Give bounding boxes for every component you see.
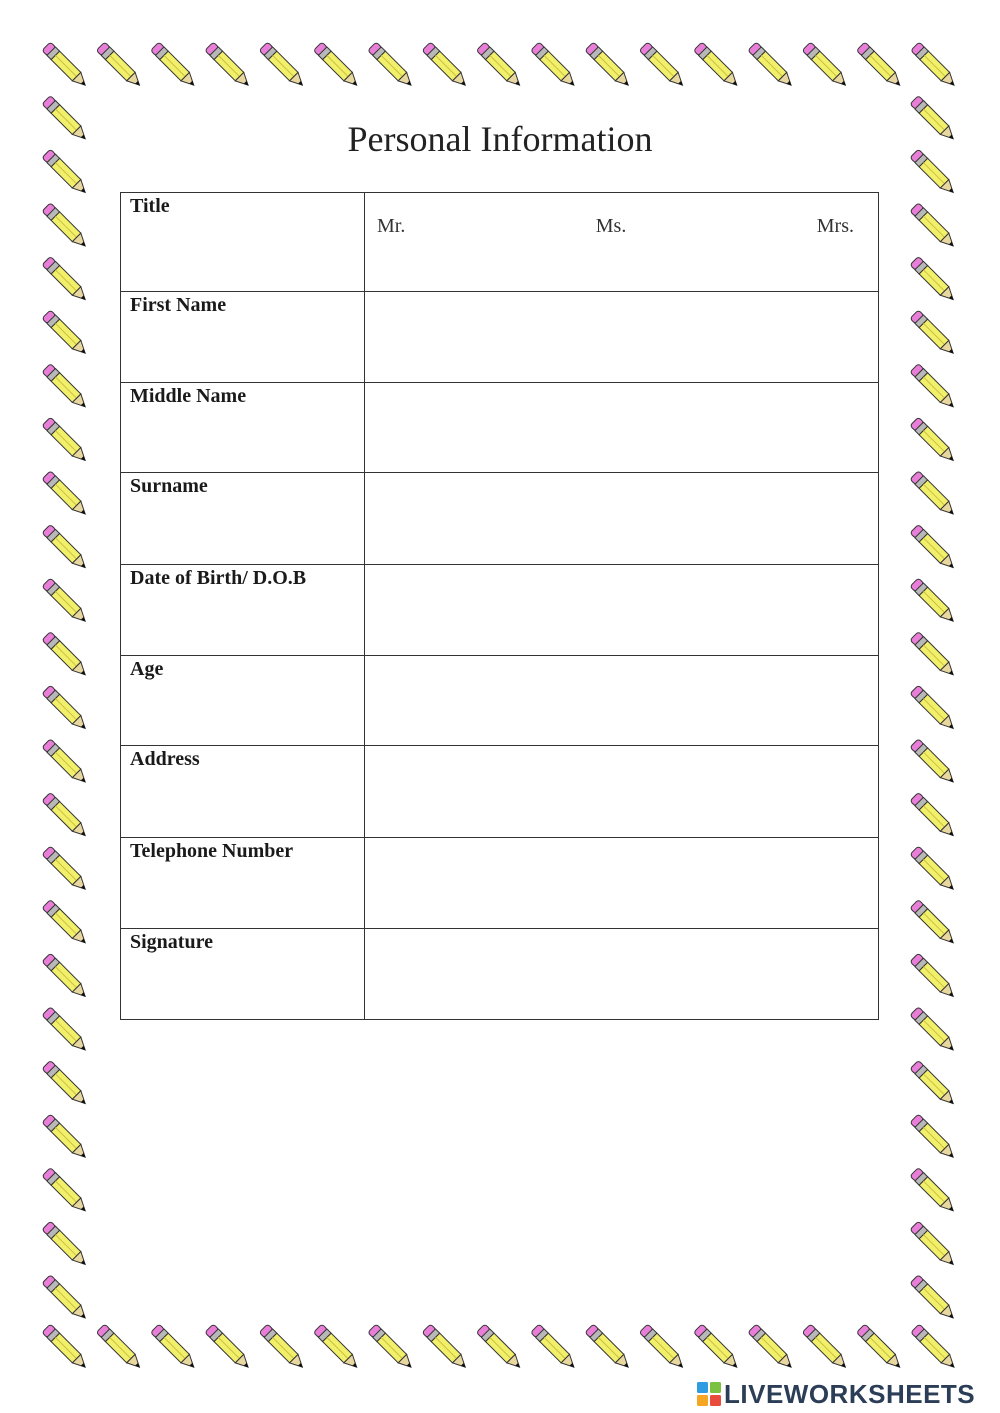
- table-row-dob: [121, 565, 879, 656]
- pencil-icon: [694, 42, 742, 90]
- pencil-icon: [42, 739, 90, 787]
- liveworksheets-logo-icon: [697, 1382, 721, 1406]
- middle-name-field[interactable]: [365, 383, 879, 473]
- brand-name: LIVEWORKSHEETS: [724, 1378, 976, 1409]
- pencil-icon: [313, 1324, 361, 1372]
- pencil-icon: [151, 42, 199, 90]
- pencil-icon: [802, 1324, 850, 1372]
- table-row-surname: [121, 473, 879, 565]
- pencil-icon: [259, 1324, 307, 1372]
- pencil-icon: [531, 42, 579, 90]
- first-name-label: First Name: [121, 292, 365, 383]
- pencil-icon: [910, 685, 958, 733]
- table-row-signature: [121, 929, 879, 1020]
- age-field[interactable]: [365, 656, 879, 746]
- title-label: Title: [121, 193, 365, 292]
- pencil-icon: [42, 578, 90, 626]
- pencil-icon: [42, 1060, 90, 1108]
- pencil-icon: [368, 42, 416, 90]
- pencil-icon: [96, 42, 144, 90]
- pencil-icon: [911, 1324, 959, 1372]
- pencil-icon: [910, 471, 958, 519]
- pencil-icon: [910, 203, 958, 251]
- title-field[interactable]: [365, 193, 879, 292]
- pencil-icon: [42, 524, 90, 572]
- pencil-icon: [910, 1221, 958, 1269]
- pencil-icon: [748, 42, 796, 90]
- telephone-field[interactable]: [365, 838, 879, 929]
- pencil-icon: [42, 792, 90, 840]
- pencil-icon: [910, 364, 958, 412]
- pencil-icon: [802, 42, 850, 90]
- pencil-icon: [910, 417, 958, 465]
- page-title: Personal Information: [347, 119, 653, 159]
- pencil-icon: [910, 256, 958, 304]
- pencil-icon: [151, 1324, 199, 1372]
- pencil-icon: [639, 1324, 687, 1372]
- pencil-icon: [585, 42, 633, 90]
- personal-info-table: [120, 192, 879, 1020]
- dob-field[interactable]: [365, 565, 879, 656]
- pencil-icon: [42, 1221, 90, 1269]
- pencil-icon: [42, 471, 90, 519]
- pencil-icon: [910, 1060, 958, 1108]
- first-name-field[interactable]: [365, 292, 879, 383]
- dob-label: Date of Birth/ D.O.B: [121, 565, 365, 656]
- pencil-icon: [910, 1275, 958, 1323]
- pencil-icon: [42, 1007, 90, 1055]
- pencil-icon: [748, 1324, 796, 1372]
- table-row-age: [121, 656, 879, 746]
- pencil-icon: [42, 953, 90, 1001]
- pencil-icon: [910, 578, 958, 626]
- pencil-icon: [856, 42, 904, 90]
- table-row-middle-name: [121, 383, 879, 473]
- pencil-icon: [910, 310, 958, 358]
- surname-label: Surname: [121, 473, 365, 565]
- table-row-address: [121, 746, 879, 838]
- pencil-icon: [910, 900, 958, 948]
- address-label: Address: [121, 746, 365, 838]
- liveworksheets-logo[interactable]: [697, 1378, 975, 1410]
- pencil-icon: [42, 417, 90, 465]
- pencil-icon: [42, 1168, 90, 1216]
- pencil-icon: [422, 1324, 470, 1372]
- pencil-icon: [42, 685, 90, 733]
- pencil-icon: [368, 1324, 416, 1372]
- pencil-icon: [694, 1324, 742, 1372]
- telephone-label: Telephone Number: [121, 838, 365, 929]
- middle-name-label: Middle Name: [121, 383, 365, 473]
- pencil-icon: [42, 1114, 90, 1162]
- pencil-icon: [911, 42, 959, 90]
- title-option-mrs[interactable]: Mrs.: [816, 215, 854, 237]
- pencil-icon: [910, 846, 958, 894]
- pencil-icon: [639, 42, 687, 90]
- pencil-icon: [96, 1324, 144, 1372]
- pencil-icon: [910, 1007, 958, 1055]
- title-option-mr[interactable]: Mr.: [377, 215, 406, 237]
- pencil-icon: [476, 1324, 524, 1372]
- pencil-icon: [205, 42, 253, 90]
- address-field[interactable]: [365, 746, 879, 838]
- table-row-first-name: [121, 292, 879, 383]
- pencil-icon: [42, 203, 90, 251]
- pencil-icon: [531, 1324, 579, 1372]
- pencil-icon: [42, 632, 90, 680]
- pencil-icon: [856, 1324, 904, 1372]
- pencil-icon: [910, 792, 958, 840]
- table-row-telephone: [121, 838, 879, 929]
- title-options: [365, 193, 878, 238]
- pencil-icon: [585, 1324, 633, 1372]
- title-option-ms[interactable]: Ms.: [595, 215, 627, 237]
- surname-field[interactable]: [365, 473, 879, 565]
- pencil-icon: [910, 739, 958, 787]
- pencil-icon: [422, 42, 470, 90]
- pencil-icon: [910, 1114, 958, 1162]
- pencil-icon: [42, 1324, 90, 1372]
- pencil-icon: [910, 1168, 958, 1216]
- pencil-icon: [910, 632, 958, 680]
- pencil-icon: [42, 310, 90, 358]
- pencil-icon: [42, 42, 90, 90]
- pencil-icon: [259, 42, 307, 90]
- pencil-icon: [42, 256, 90, 304]
- pencil-icon: [42, 364, 90, 412]
- pencil-icon: [42, 846, 90, 894]
- pencil-icon: [476, 42, 524, 90]
- pencil-icon: [205, 1324, 253, 1372]
- pencil-icon: [42, 1275, 90, 1323]
- table-row-title: [121, 193, 879, 292]
- age-label: Age: [121, 656, 365, 746]
- pencil-icon: [42, 900, 90, 948]
- pencil-icon: [910, 524, 958, 572]
- pencil-icon: [910, 953, 958, 1001]
- signature-field[interactable]: [365, 929, 879, 1020]
- signature-label: Signature: [121, 929, 365, 1020]
- pencil-icon: [313, 42, 361, 90]
